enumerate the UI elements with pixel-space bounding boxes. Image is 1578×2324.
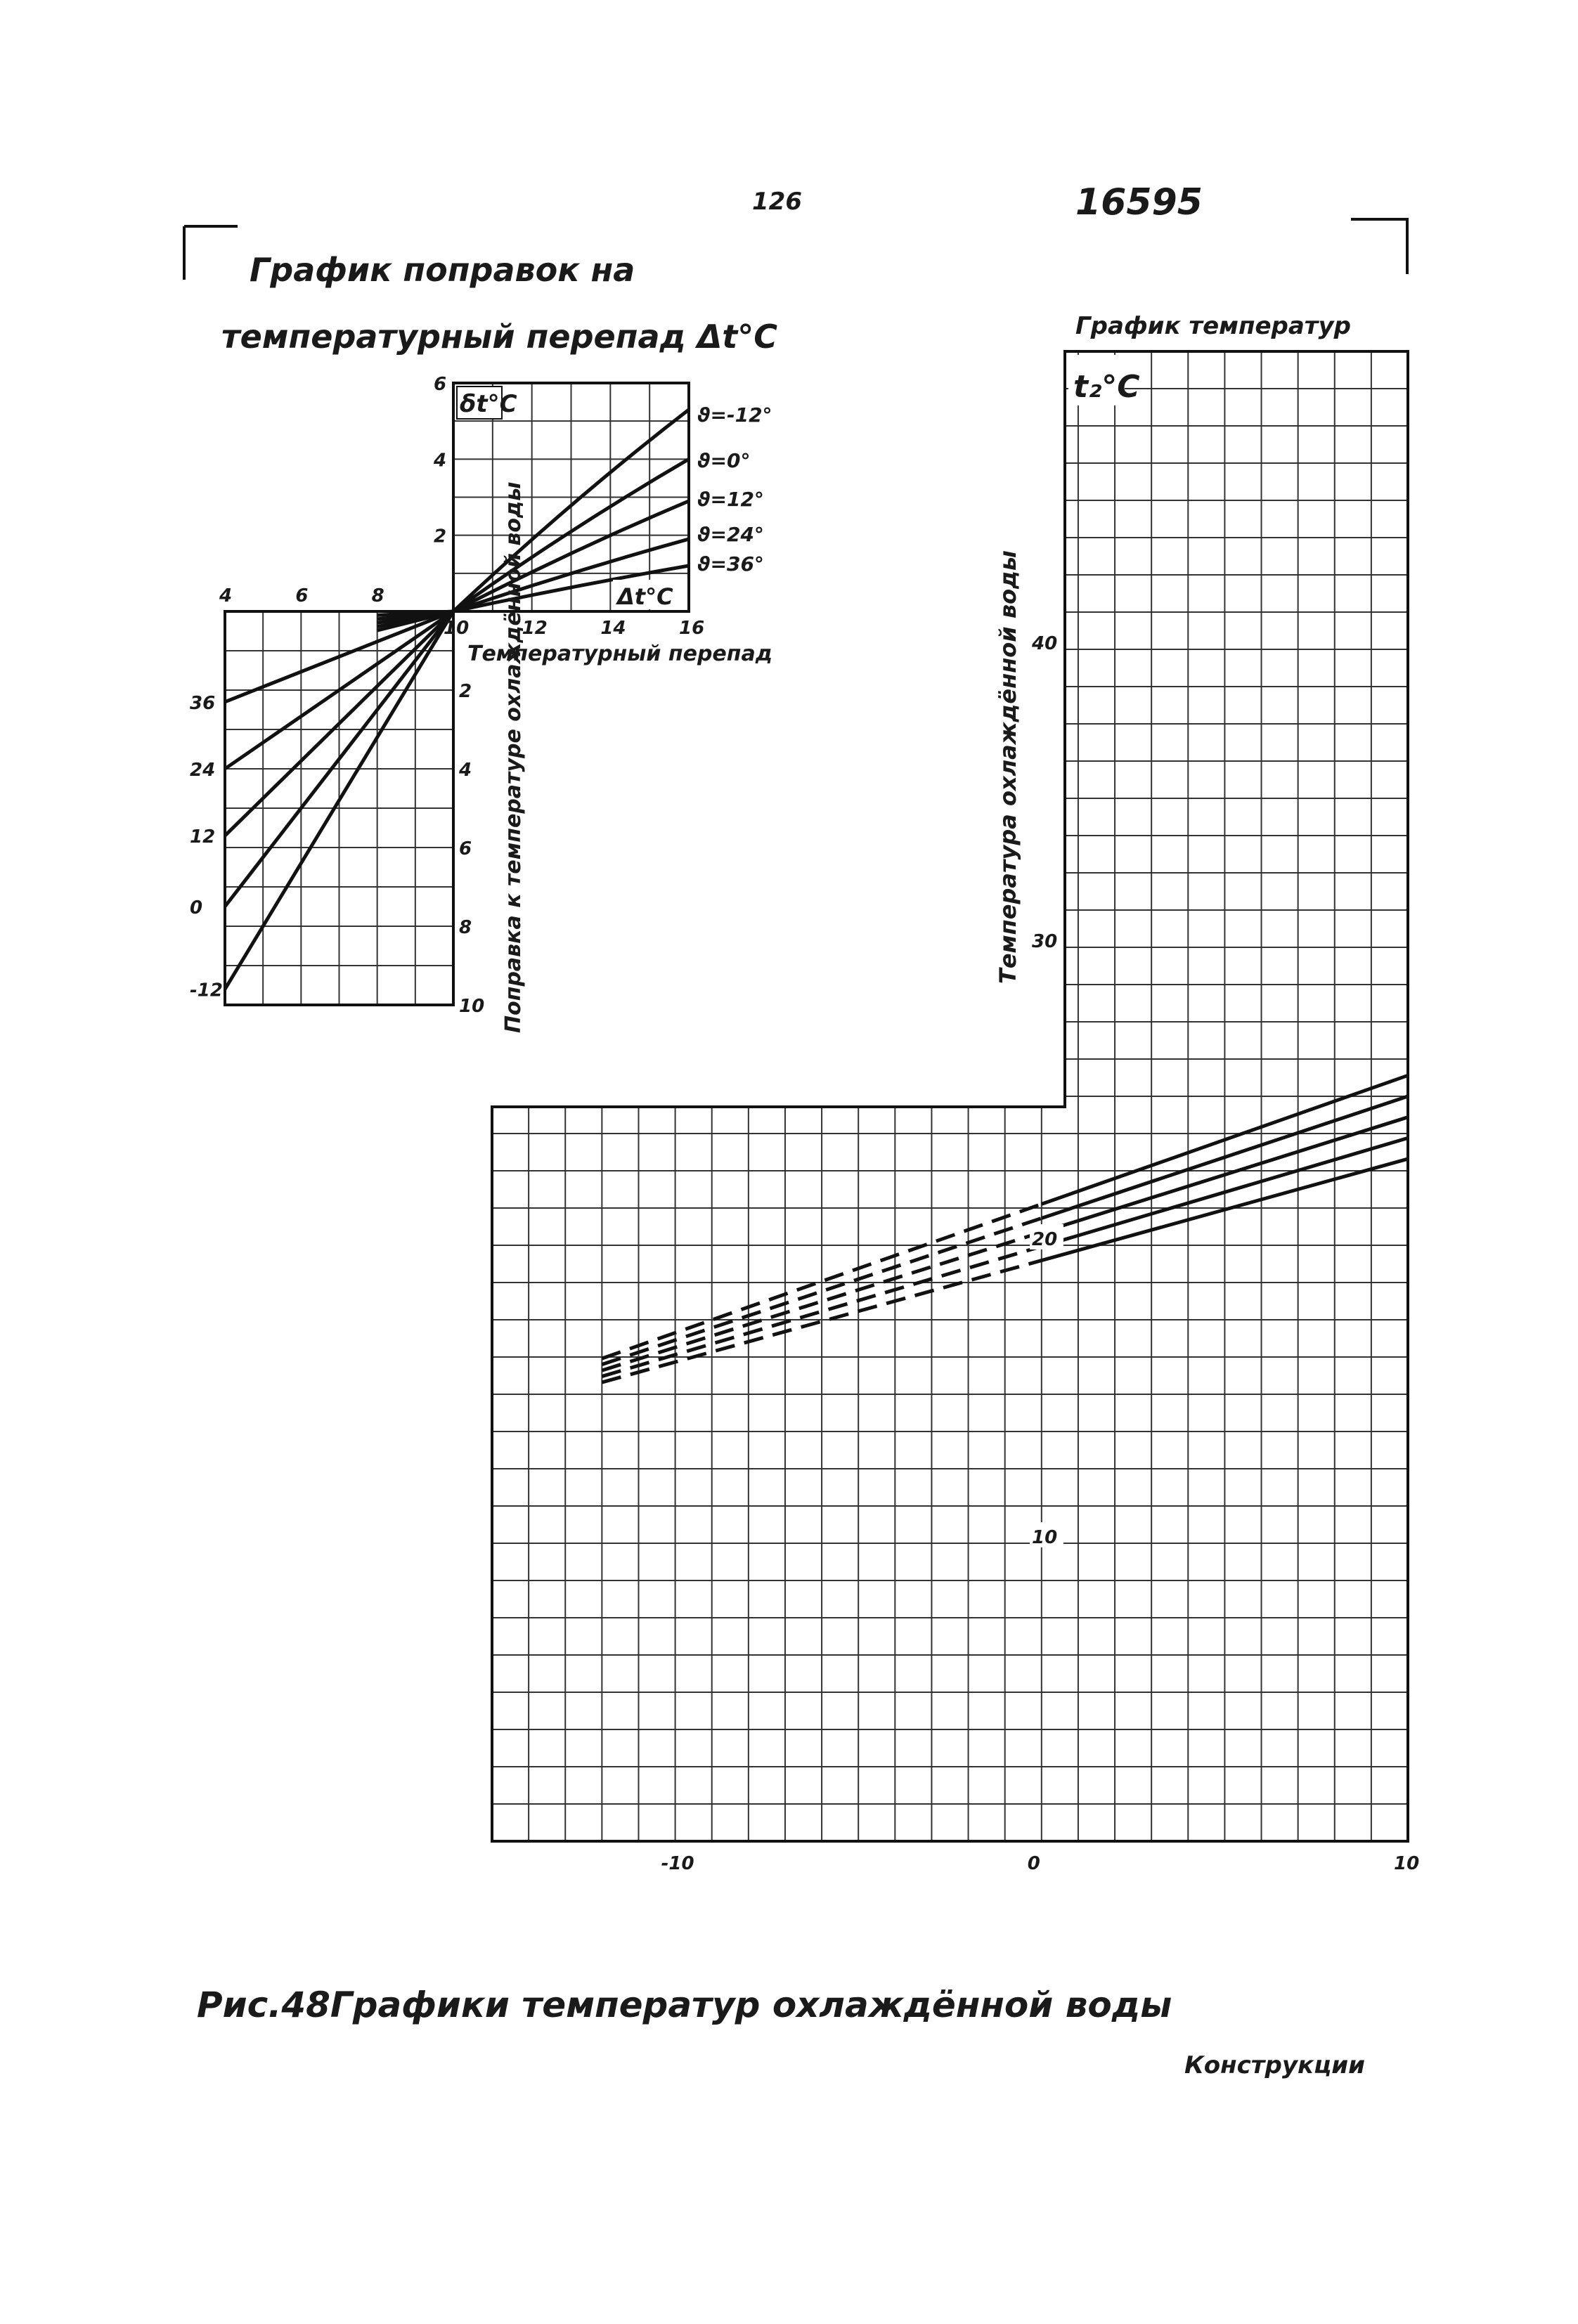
correction-bottom-y-tick: 4 — [459, 760, 472, 781]
correction-bottom-series-label: 24 — [190, 760, 216, 781]
correction-top-y-tick: 2 — [434, 526, 447, 547]
correction-top-x-tick: 16 — [679, 618, 705, 639]
temperature-x-tick: 10 — [1394, 1853, 1420, 1874]
figure-caption: Рис.48Графики температур охлаждённой воды — [197, 1985, 1172, 2025]
correction-bottom-series-label: 36 — [190, 692, 216, 714]
legend-entry-2: ϑ=12° — [697, 488, 764, 511]
temperature-x-tick: 0 — [1027, 1853, 1040, 1874]
correction-chart-title: График поправок на — [250, 251, 635, 289]
corner-bracket-left — [184, 226, 238, 280]
correction-bottom-x-tick: 4 — [219, 585, 233, 606]
correction-top-corner-label: Δt°C — [617, 583, 673, 610]
correction-top-ylabel: δt°C — [460, 390, 517, 418]
correction-bottom-y-tick: 10 — [459, 996, 485, 1017]
legend-entry-4: ϑ=36° — [697, 552, 764, 576]
temperature-y-tick: 30 — [1032, 931, 1058, 952]
correction-bottom-y-tick: 8 — [459, 917, 472, 938]
correction-bottom-ylabel: Поправка к температуре охлаждённой воды — [501, 481, 526, 1033]
temperature-y-tick: 10 — [1032, 1527, 1058, 1548]
corner-bracket-right — [1351, 219, 1407, 274]
correction-bottom-y-tick: 2 — [459, 681, 472, 702]
correction-top-x-tick: 10 — [444, 618, 470, 639]
correction-bottom-y-tick: 6 — [459, 838, 472, 859]
legend-entry-3: ϑ=24° — [697, 523, 764, 546]
figure-caption-continued: Конструкции — [1184, 2051, 1365, 2079]
correction-bottom-x-tick: 8 — [371, 585, 384, 606]
correction-bottom-series-label: -12 — [190, 980, 223, 1001]
correction-chart-subtitle: температурный перепад Δt°C — [221, 318, 778, 356]
temperature-y-tick: 40 — [1032, 633, 1058, 654]
temperature-chart-title: График температур — [1075, 312, 1352, 340]
temperature-y-tick: 20 — [1032, 1229, 1058, 1250]
legend-entry-1: ϑ=0° — [697, 449, 751, 472]
temperature-main-ticks — [661, 628, 1420, 1874]
correction-bottom-series-label: 12 — [190, 826, 216, 848]
correction-top-x-tick: 12 — [522, 618, 548, 639]
correction-bottom-x-tick: 6 — [295, 585, 309, 606]
document-number: 16595 — [1075, 181, 1203, 223]
correction-top-series — [377, 403, 772, 630]
correction-top-xlabel: Температурный перепад — [467, 642, 772, 666]
correction-top-x-tick: 14 — [600, 618, 626, 639]
correction-top-y-tick: 4 — [434, 450, 447, 472]
correction-bottom-series-label: 0 — [190, 897, 203, 918]
temperature-x-tick: -10 — [661, 1853, 694, 1874]
correction-top-y-tick: 6 — [434, 374, 447, 395]
temperature-main-corner-label: t₂°C — [1073, 369, 1140, 405]
page-number: 126 — [752, 188, 802, 216]
legend-entry-0: ϑ=-12° — [697, 403, 772, 427]
temperature-main-ylabel: Температура охлаждённой воды — [995, 550, 1021, 984]
